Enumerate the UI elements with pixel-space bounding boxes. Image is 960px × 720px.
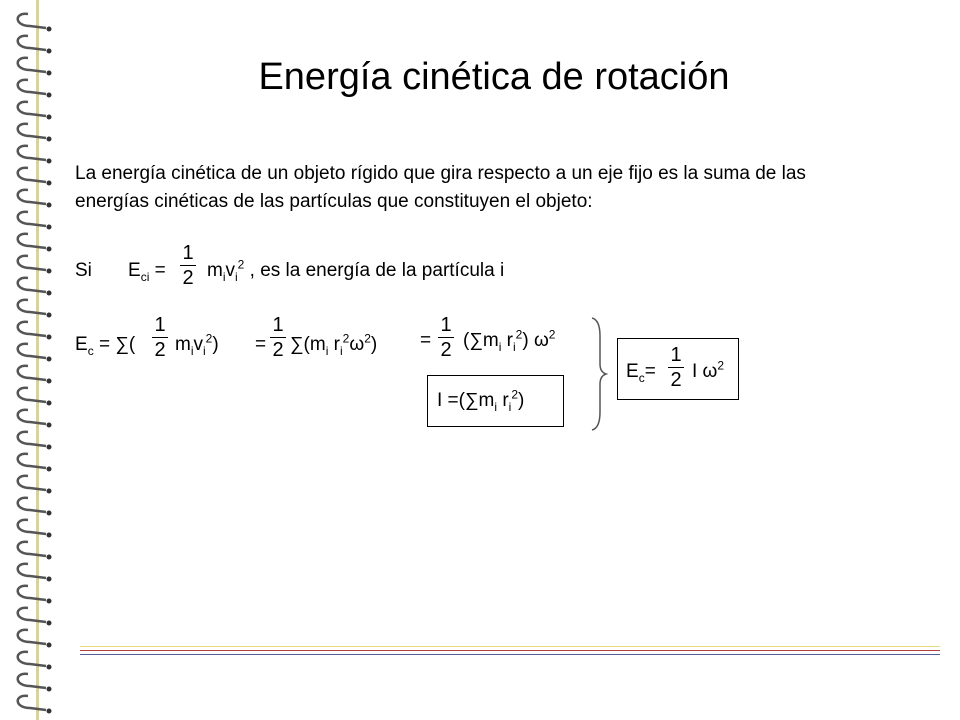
binding-ring [18,652,46,666]
binding-ring [18,102,46,116]
binding-ring [18,388,46,402]
binding-hole [47,137,52,142]
binding-ring [18,124,46,138]
binding-hole [47,159,52,164]
binding-hole [47,423,52,428]
intro-paragraph: La energía cinética de un objeto rígido que gira respecto a un eje fijo es la suma de las energías cinéticas de las partículas que constituyen el objeto: [75,163,806,212]
binding-ring [18,278,46,292]
binding-ring [18,454,46,468]
eq3-fraction: 1 2 [268,314,288,361]
binding-ring [18,212,46,226]
binding-hole [47,511,52,516]
binding-hole [47,115,52,120]
binding-ring [18,14,46,28]
binding-hole [47,247,52,252]
binding-hole [47,203,52,208]
binding-ring [18,410,46,424]
binding-ring [18,520,46,534]
binding-hole [47,599,52,604]
binding-ring [18,146,46,160]
binding-ring [18,564,46,578]
notebook-binding [0,0,62,720]
eq3-rhs: $\sum(m_i$ $r_i^2\omega^2$) [290,331,378,358]
binding-hole [47,665,52,670]
binding-ring [18,696,46,710]
footer-line-yellow [80,646,940,647]
binding-hole [47,709,52,714]
binding-hole [47,445,52,450]
eq1-fraction: 1 2 [178,242,198,289]
binding-ring [18,300,46,314]
eq2-fraction: 1 2 [150,314,170,361]
binding-hole [47,687,52,692]
binding-rings [0,0,62,720]
binding-ring [18,256,46,270]
binding-hole [47,643,52,648]
binding-hole [47,291,52,296]
binding-ring [18,542,46,556]
binding-hole [47,577,52,582]
binding-ring [18,344,46,358]
binding-hole [47,313,52,318]
binding-hole [47,357,52,362]
binding-hole [47,555,52,560]
binding-ring [18,586,46,600]
eq1-lhs: $E_{ci}$ = [128,260,166,284]
eq2-rhs: $m_iv_i^2$) [175,331,219,358]
result-rhs: I $\omega^2$ [692,358,725,382]
slide-title: Energía cinética de rotación [258,56,730,98]
binding-ring [18,476,46,490]
eq4-fraction: 1 2 [436,314,456,361]
binding-hole [47,49,52,54]
result-box [617,338,739,400]
binding-ring [18,674,46,688]
eq2-lhs: $E_c$ = ∑( [75,334,136,358]
binding-hole [47,401,52,406]
binding-hole [47,181,52,186]
binding-hole [47,379,52,384]
footer-line-red [80,650,940,651]
eq4-rhs: ($\sum m_i$ $r_i^2$) $\omega^2$ [463,327,556,354]
footer-line-blue [80,654,940,655]
right-brace [588,316,610,432]
binding-hole [47,225,52,230]
inertia-formula: $I =(\sum m_i$ $r_i^2$) [437,387,525,414]
binding-ring [18,190,46,204]
binding-hole [47,489,52,494]
eq1-si: Si [75,260,92,281]
binding-hole [47,533,52,538]
binding-ring [18,36,46,50]
eq4-eq: = [420,330,432,351]
binding-hole [47,335,52,340]
binding-hole [47,269,52,274]
eq3-eq: = [255,334,267,355]
binding-ring [18,322,46,336]
result-fraction: 1 2 [666,344,686,391]
binding-hole [47,27,52,32]
eq1-rhs: $m_iv_i^2$ , es la energía de la partícula i [207,257,505,284]
binding-ring [18,630,46,644]
binding-hole [47,467,52,472]
binding-ring [18,498,46,512]
binding-hole [47,621,52,626]
binding-ring [18,608,46,622]
binding-ring [18,366,46,380]
binding-ring [18,234,46,248]
binding-ring [18,432,46,446]
result-lhs: $E_c=$ [626,361,656,385]
binding-ring [18,168,46,182]
moment-of-inertia-box [427,375,564,427]
